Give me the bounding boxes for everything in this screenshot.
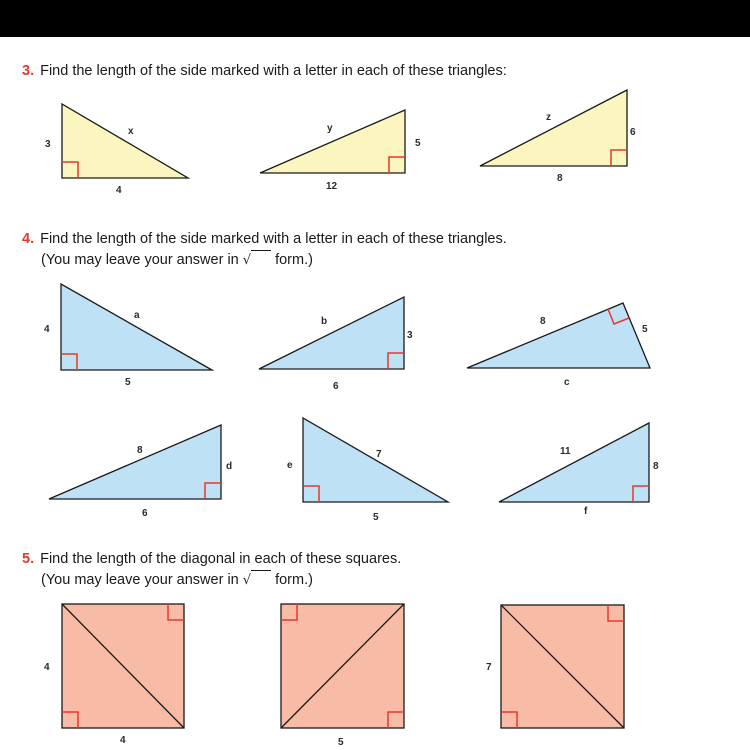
q3-t3-side-8: 8 xyxy=(557,173,563,184)
q4-ta-side-5: 5 xyxy=(125,377,131,388)
q3-triangle-3 xyxy=(480,90,636,184)
q5-square-2 xyxy=(281,604,404,748)
q5-s1-side-left: 4 xyxy=(44,662,50,673)
q4-triangle-b xyxy=(259,297,413,392)
q4-td-side-d: d xyxy=(226,461,233,472)
q4-triangle-c xyxy=(467,303,650,388)
question-4-number: 4. xyxy=(22,231,35,247)
sqrt-symbol: √ xyxy=(242,253,252,268)
triangle-shape xyxy=(61,284,212,370)
q3-t3-side-z: z xyxy=(546,112,551,123)
q4-triangle-f xyxy=(499,423,659,517)
question-5-number: 5. xyxy=(22,551,35,567)
question-4-note-before: (You may leave your answer in xyxy=(41,252,239,268)
question-3-number: 3. xyxy=(22,63,35,79)
q4-te-side-e: e xyxy=(287,460,293,471)
question-4-note-after: form.) xyxy=(275,252,313,268)
q3-t2-side-y: y xyxy=(327,123,333,134)
q4-te-side-7: 7 xyxy=(376,449,382,460)
q4-tf-side-8: 8 xyxy=(653,461,659,472)
q4-triangle-d xyxy=(49,425,232,519)
triangle-shape xyxy=(499,423,649,502)
q4-tb-side-b: b xyxy=(321,316,328,327)
triangle-shape xyxy=(260,110,405,173)
q4-te-side-5: 5 xyxy=(373,512,379,523)
q5-s3-side-left: 7 xyxy=(486,662,492,673)
q4-ta-side-a: a xyxy=(134,310,140,321)
question-3-text: Find the length of the side marked with a letter in each of these triangles: xyxy=(40,63,507,79)
q4-ta-side-4: 4 xyxy=(44,324,50,335)
question-5-text: Find the length of the diagonal in each of these squares. xyxy=(40,551,402,567)
q5-s1-side-bottom: 4 xyxy=(120,735,126,746)
triangle-shape xyxy=(467,303,650,368)
q3-t3-side-6: 6 xyxy=(630,127,636,138)
q4-tc-side-5: 5 xyxy=(642,324,648,335)
triangle-shape xyxy=(303,418,448,502)
sqrt-symbol: √ xyxy=(242,573,252,588)
q4-td-side-8: 8 xyxy=(137,445,143,456)
q4-triangle-a xyxy=(44,284,212,388)
q4-tc-side-8: 8 xyxy=(540,316,546,327)
question-4-text: Find the length of the side marked with a letter in each of these triangles. xyxy=(40,231,507,247)
q4-tf-side-11: 11 xyxy=(560,446,571,457)
q4-tb-side-3: 3 xyxy=(407,330,413,341)
q5-square-1 xyxy=(44,604,184,746)
q3-t1-side-4: 4 xyxy=(116,185,122,196)
q3-t1-side-x: x xyxy=(128,126,134,137)
q3-triangle-1 xyxy=(45,104,188,196)
q3-t2-side-5: 5 xyxy=(415,138,421,149)
triangle-shape xyxy=(62,104,188,178)
q4-triangle-e xyxy=(287,418,448,523)
q4-tc-side-c: c xyxy=(564,377,570,388)
q4-tf-side-f: f xyxy=(584,506,588,517)
q3-t2-side-12: 12 xyxy=(326,181,338,192)
q3-t1-side-3: 3 xyxy=(45,139,51,150)
q3-triangle-2 xyxy=(260,110,421,192)
q5-square-3 xyxy=(486,605,624,728)
triangle-shape xyxy=(259,297,404,369)
q5-s2-side-bottom: 5 xyxy=(338,737,344,748)
question-5-note-before: (You may leave your answer in xyxy=(41,572,239,588)
triangle-shape xyxy=(480,90,627,166)
q4-td-side-6: 6 xyxy=(142,508,148,519)
triangle-shape xyxy=(49,425,221,499)
q4-tb-side-6: 6 xyxy=(333,381,339,392)
question-5-note-after: form.) xyxy=(275,572,313,588)
